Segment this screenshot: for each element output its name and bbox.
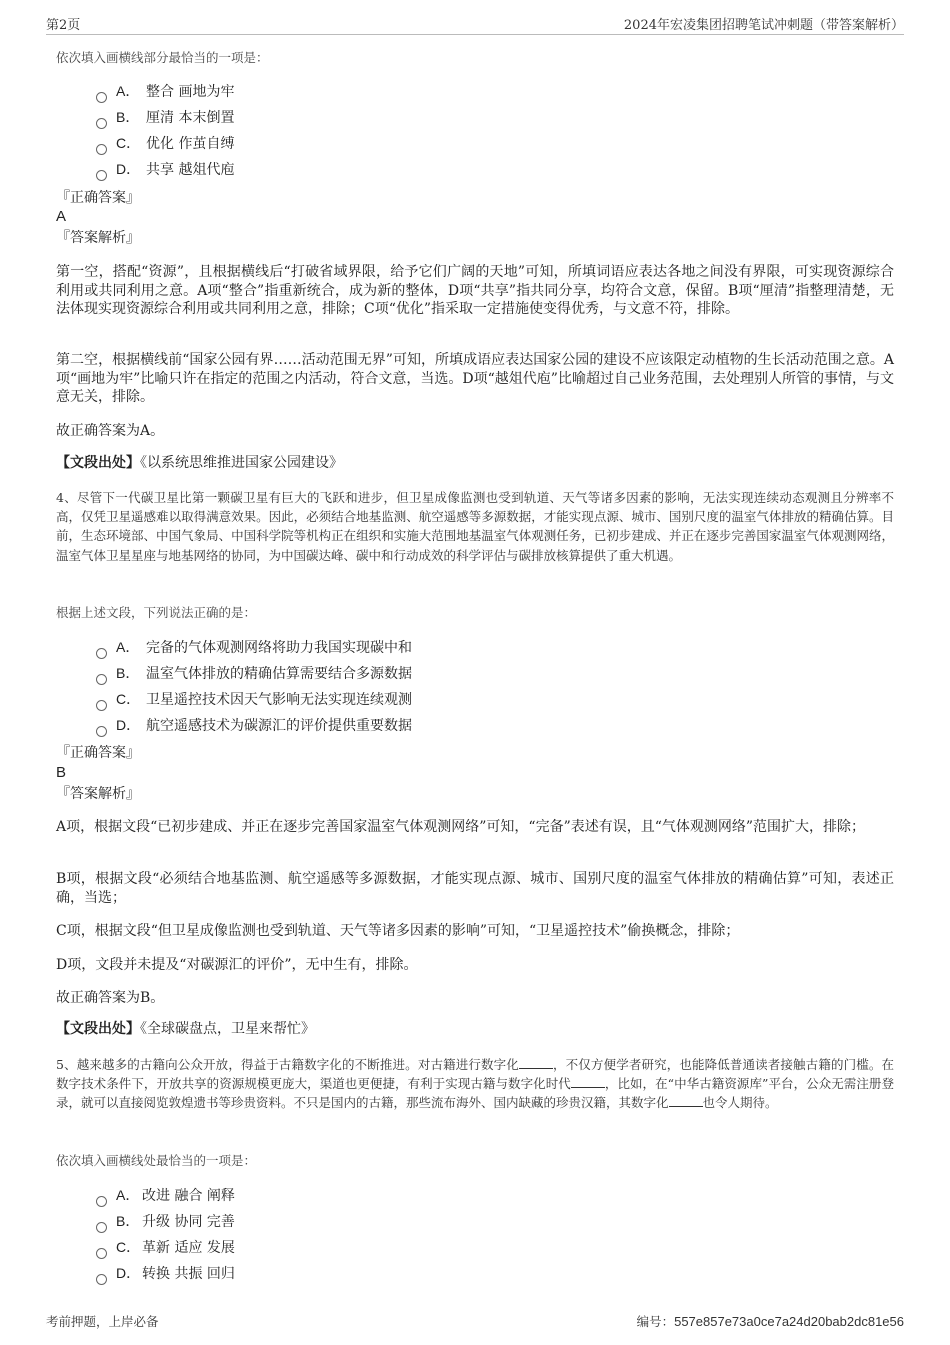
radio-icon[interactable] — [96, 1222, 107, 1233]
q3-analysis-para-1: 第一空，搭配“资源”，且根据横线后“打破省域界限，给予它们广阔的天地”可知，所填词语应表达各地之间没有界限，可实现资源综合利用或共同利用之意。A项“整合”指重新统合，成为新的整体，D项“共享”指共同分享，均符合文意，保留。B项“厘清”指整理清楚，无法体现实现资源综合利用或共同利用之意，排除；C项“优化”指采取一定措施使变得优秀，与文意不符，排除。 — [56, 264, 894, 317]
fill-blank-1 — [519, 1056, 553, 1069]
q3-conclusion: 故正确答案为A。 — [56, 423, 165, 439]
fill-blank-3 — [669, 1094, 703, 1107]
page-number: 第2页 — [46, 18, 81, 33]
q5-option-c[interactable]: C． 革新 适应 发展 — [96, 1236, 235, 1262]
document-code: 编号：557e857e73a0ce7a24d20bab2dc81e56 — [636, 1314, 904, 1329]
radio-icon[interactable] — [96, 726, 107, 737]
q4-option-a[interactable]: A． 完备的气体观测网络将助力我国实现碳中和 — [96, 636, 412, 662]
q4-option-b[interactable]: B． 温室气体排放的精确估算需要结合多源数据 — [96, 662, 412, 688]
q3-answer-label: 『正确答案』 — [56, 190, 140, 206]
radio-icon[interactable] — [96, 118, 107, 129]
q4-source — [56, 1019, 894, 1039]
q4-analysis-c: C项，根据文段“但卫星成像监测也受到轨道、天气等诸多因素的影响”可知，“卫星遥控技术”偷换概念，排除； — [56, 923, 740, 939]
q4-analysis-label: 『答案解析』 — [56, 786, 140, 802]
q3-option-d[interactable]: D． 共享 越俎代庖 — [96, 158, 234, 184]
radio-icon[interactable] — [96, 1196, 107, 1207]
q5-prompt: 依次填入画横线处最恰当的一项是： — [56, 1153, 257, 1168]
q5-option-a[interactable]: A． 改进 融合 阐释 — [96, 1184, 235, 1210]
q4-options — [96, 636, 412, 740]
radio-icon[interactable] — [96, 1248, 107, 1259]
radio-icon[interactable] — [96, 170, 107, 181]
q3-source — [56, 453, 894, 473]
q4-analysis-b: B项，根据文段“必须结合地基监测、航空遥感等多源数据，才能实现点源、城市、国别尺度的温室气体排放的精确估算”可知，表述正确，当选； — [56, 871, 894, 906]
q4-answer-label: 『正确答案』 — [56, 745, 140, 761]
radio-icon[interactable] — [96, 700, 107, 711]
q4-answer: B — [56, 764, 67, 781]
q5-option-d[interactable]: D． 转换 共振 回归 — [96, 1262, 235, 1288]
q3-option-c[interactable]: C． 优化 作茧自缚 — [96, 132, 234, 158]
document-title: 2024年宏凌集团招聘笔试冲刺题（带答案解析） — [623, 18, 904, 33]
footer-slogan: 考前押题，上岸必备 — [46, 1314, 159, 1329]
q3-option-b[interactable]: B． 厘清 本末倒置 — [96, 106, 234, 132]
q3-prompt: 依次填入画横线部分最恰当的一项是： — [56, 50, 269, 65]
radio-icon[interactable] — [96, 92, 107, 103]
q4-option-c[interactable]: C． 卫星遥控技术因天气影响无法实现连续观测 — [96, 688, 412, 714]
radio-icon[interactable] — [96, 144, 107, 155]
q4-passage: 4、尽管下一代碳卫星比第一颗碳卫星有巨大的飞跃和进步，但卫星成像监测也受到轨道、天气等诸多因素的影响，无法实现连续动态观测且分辨率不高，仅凭卫星遥感难以取得满意效果。因此，必须结合地基监测、航空遥感等多源数据，才能实现点源、城市、国别尺度的温室气体排放的精确估算。目前，生态环境部、中国气象局、中国科学院等机构正在组织和实施大范围地基温室气体观测任务，已初步建成、并正在逐步完善国家温室气体观测网络，温室气体卫星星座与地基网络的协同，为中国碳达峰、碳中和行动成效的科学评估与碳排放核算提供了重大机遇。 — [56, 490, 894, 563]
q4-prompt: 根据上述文段，下列说法正确的是： — [56, 605, 257, 620]
fill-blank-2 — [571, 1075, 605, 1088]
q5-passage: 5、越来越多的古籍向公众开放，得益于古籍数字化的不断推进。对古籍进行数字化 ，不仅方便学者研究，也能降低普通读者接触古籍的门槛。在数字技术条件下，开放共享的资源规模更庞大，渠道也更便捷，有利于实现古籍与数字化时代 ，比如，在“中华古籍资源库”平台，公众无需注册登录，就可以直接阅览敦煌遗书等珍贵资料。不只是国内的古籍，那些流布海外、国内缺藏的珍贵汉籍，其数字化 也令人期待。 — [56, 1057, 894, 1111]
radio-icon[interactable] — [96, 1274, 107, 1285]
q4-conclusion: 故正确答案为B。 — [56, 990, 165, 1006]
radio-icon[interactable] — [96, 648, 107, 659]
source-title: 《以系统思维推进国家公园建设》 — [140, 455, 343, 471]
q5-options — [96, 1184, 235, 1288]
radio-icon[interactable] — [96, 674, 107, 685]
source-title: 《全球碳盘点，卫星来帮忙》 — [140, 1021, 315, 1037]
q3-option-a[interactable]: A． 整合 画地为牢 — [96, 80, 234, 106]
q4-option-d[interactable]: D． 航空遥感技术为碳源汇的评价提供重要数据 — [96, 714, 412, 740]
source-label: 【文段出处】 — [56, 455, 140, 471]
q3-analysis-label: 『答案解析』 — [56, 230, 140, 246]
q3-analysis-para-2: 第二空，根据横线前“国家公园有界……活动范围无界”可知，所填成语应表达国家公园的建设不应该限定动植物的生长活动范围之意。A项“画地为牢”比喻只许在指定的范围之内活动，符合文意，当选。D项“越俎代庖”比喻超过自己业务范围，去处理别人所管的事情，与文意无关，排除。 — [56, 352, 894, 405]
q5-option-b[interactable]: B． 升级 协同 完善 — [96, 1210, 235, 1236]
source-label: 【文段出处】 — [56, 1021, 140, 1037]
page-header — [46, 14, 904, 35]
q3-options — [96, 80, 234, 184]
q3-answer: A — [56, 208, 67, 225]
q4-analysis-a: A项，根据文段“已初步建成、并正在逐步完善国家温室气体观测网络”可知，“完备”表述有误，且“气体观测网络”范围扩大，排除； — [56, 819, 866, 835]
q4-analysis-d: D项，文段并未提及“对碳源汇的评价”，无中生有，排除。 — [56, 957, 418, 973]
